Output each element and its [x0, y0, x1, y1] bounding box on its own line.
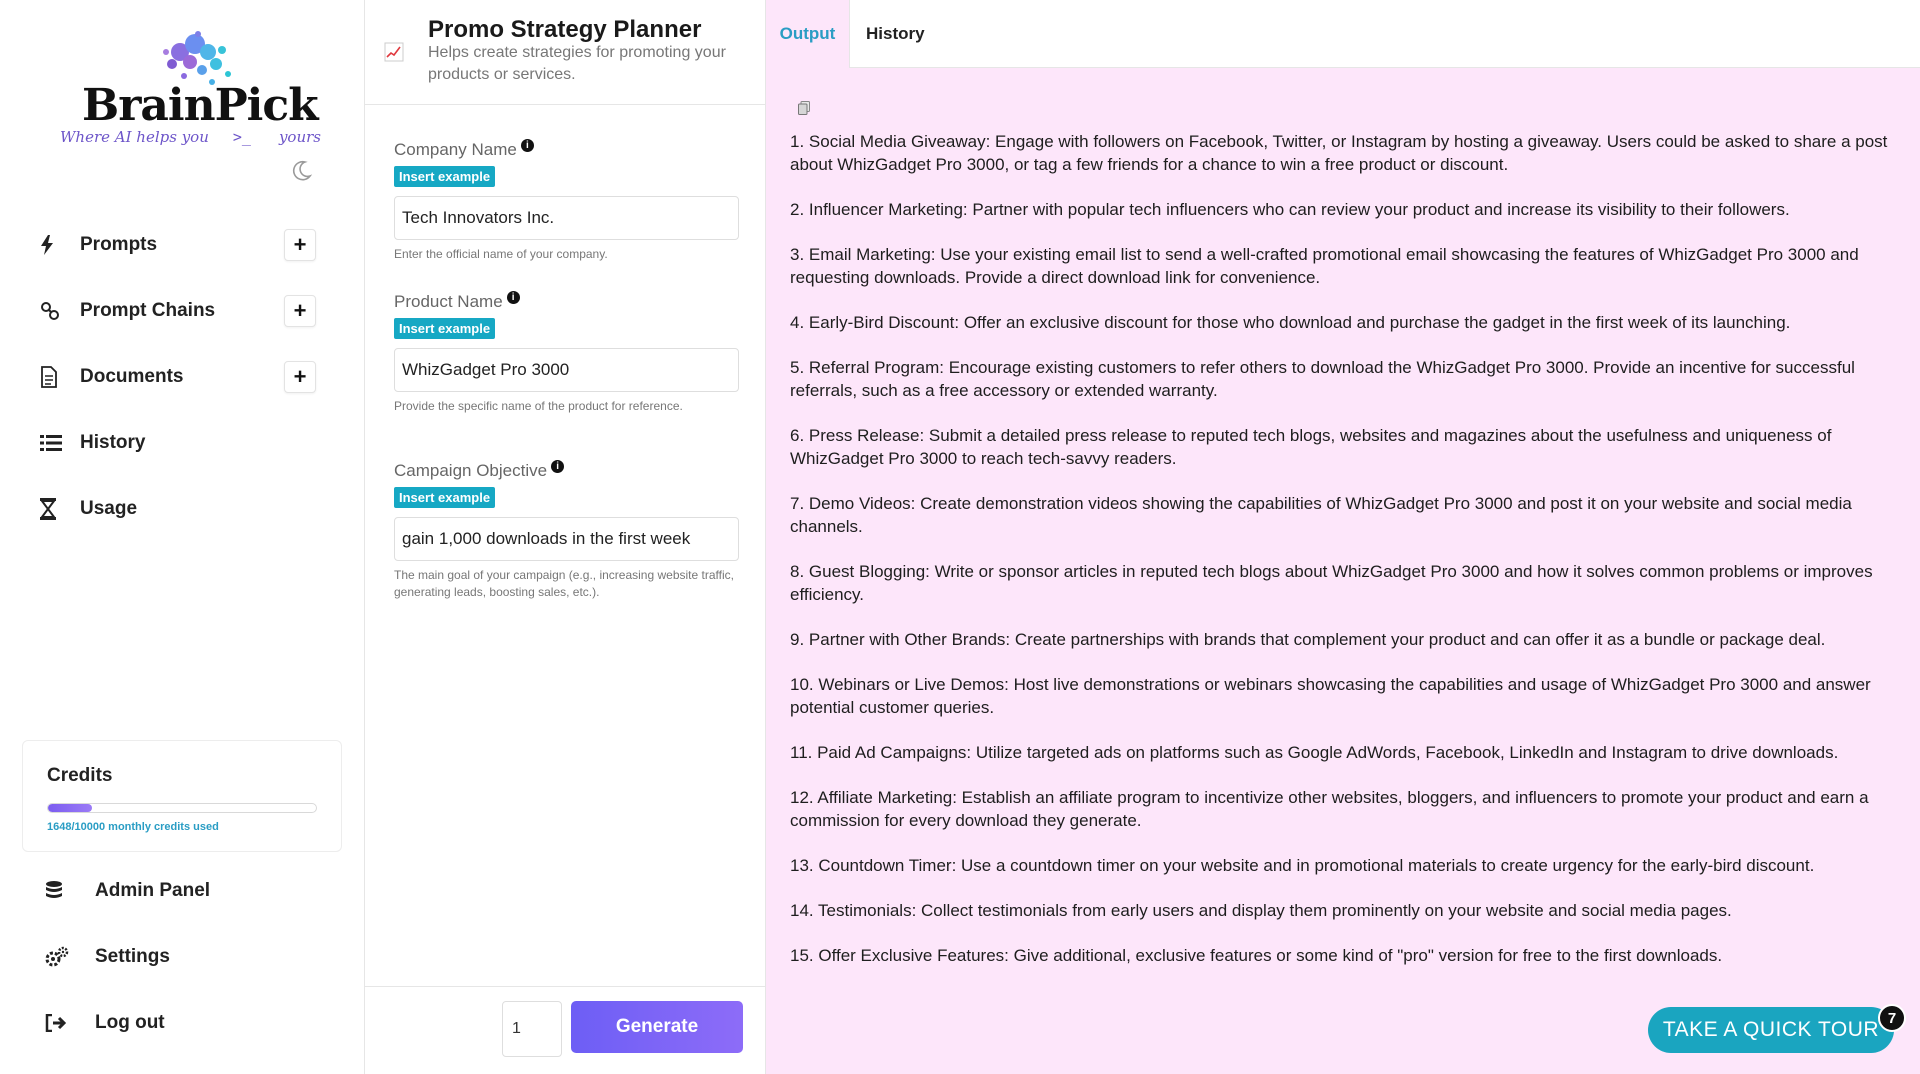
field-label: [394, 461, 739, 481]
sidebar-item-label: Admin Panel: [95, 880, 211, 901]
credits-usage-text: 1648/10000 monthly credits used: [47, 821, 219, 833]
brand-tagline: [60, 128, 321, 146]
insert-example-button[interactable]: Insert example: [394, 166, 495, 187]
output-item: 2. Influencer Marketing: Partner with popular tech influencers who can review your product and increase its visibility to their followers.: [790, 200, 1790, 219]
sidebar-item-label: Prompts: [80, 234, 158, 255]
credits-title: Credits: [47, 765, 113, 786]
page-title: Promo Strategy Planner: [428, 16, 702, 43]
gears-icon: [45, 945, 75, 969]
form-footer: [365, 986, 765, 1074]
chart-increasing-icon: [384, 42, 404, 62]
sidebar-item-prompt-chains[interactable]: [40, 278, 320, 344]
output-item: 4. Early-Bird Discount: Offer an exclusive discount for those who download and purchase the gadget in the first week of its launching.: [790, 313, 1791, 332]
sidebar-item-label: Log out: [95, 1012, 165, 1033]
sidebar-item-label: History: [80, 432, 146, 453]
credits-progress-fill: [48, 804, 92, 812]
list-icon: [40, 431, 70, 455]
tool-header: [365, 0, 765, 105]
document-icon: [40, 365, 70, 389]
company-name-field: [394, 140, 739, 263]
output-item: 13. Countdown Timer: Use a countdown timer on your website and in promotional materials to create urgency for the early-bird discount.: [790, 856, 1815, 875]
logout-icon: [45, 1011, 75, 1035]
brand-logo[interactable]: [60, 30, 321, 150]
sidebar-item-label: Usage: [80, 498, 138, 519]
generate-button[interactable]: Generate: [571, 1001, 743, 1053]
company-name-input[interactable]: Tech Innovators Inc.: [394, 196, 739, 240]
tagline-left: Where AI helps you: [60, 128, 209, 146]
company-name-label: Company Name: [394, 140, 517, 159]
insert-example-button[interactable]: Insert example: [394, 318, 495, 339]
output-item: 7. Demo Videos: Create demonstration videos showing the capabilities of WhizGadget Pro 3000 and post it on your website and social media channels.: [790, 494, 1852, 536]
campaign-objective-input[interactable]: gain 1,000 downloads in the first week: [394, 517, 739, 561]
info-icon[interactable]: i: [551, 460, 564, 473]
sidebar-item-settings[interactable]: [45, 924, 325, 990]
tool-description: Helps create strategies for promoting your products or services.: [428, 44, 726, 83]
campaign-objective-help: The main goal of your campaign (e.g., increasing website traffic, generating leads, boosting sales, etc.).: [394, 568, 734, 599]
output-item: 1. Social Media Giveaway: Engage with followers on Facebook, Twitter, or Instagram by hosting a giveaway. Users could be asked to share a post about WhizGadget Pro 3000, or tag a few friends for a chance to win a free product or discount.: [790, 132, 1888, 174]
product-name-field: [394, 292, 739, 415]
info-icon[interactable]: i: [507, 291, 520, 304]
sidebar-nav: [40, 212, 320, 542]
output-item: 6. Press Release: Submit a detailed press release to reputed tech blogs, websites and magazines about the usefulness and uniqueness of WhizGadget Pro 3000 to reach tech-savvy readers.: [790, 426, 1832, 468]
tour-badge[interactable]: 7: [1878, 1004, 1906, 1032]
output-item: 5. Referral Program: Encourage existing customers to refer others to download the WhizGadget Pro 3000. Provide an incentive for successful referrals, such as a free accessory or extended warranty.: [790, 358, 1855, 400]
bolt-icon: [40, 233, 70, 257]
output-item: 15. Offer Exclusive Features: Give additional, exclusive features or some kind of "pro" version for free to the first downloads.: [790, 946, 1723, 965]
moon-icon[interactable]: [288, 158, 314, 184]
hourglass-icon: [40, 497, 70, 521]
sidebar-item-usage[interactable]: [40, 476, 320, 542]
credits-card: [22, 740, 342, 852]
product-name-label: Product Name: [394, 292, 503, 311]
output-item: 14. Testimonials: Collect testimonials from early users and display them prominently on your website and social media pages.: [790, 901, 1732, 920]
sidebar-item-label: Documents: [80, 366, 184, 387]
database-icon: [45, 879, 75, 903]
add-document-button[interactable]: +: [284, 361, 316, 393]
output-item: 8. Guest Blogging: Write or sponsor articles in reputed tech blogs about WhizGadget Pro 3000 and how it solves common problems or improves efficiency.: [790, 562, 1873, 604]
output-item: 12. Affiliate Marketing: Establish an affiliate program to incentivize other websites, bloggers, and influencers to promote your product and earn a commission for every download they generate.: [790, 788, 1869, 830]
field-label: [394, 292, 739, 312]
sidebar-bottom-nav: [45, 858, 325, 1056]
output-item: 10. Webinars or Live Demos: Host live demonstrations or webinars showcasing the capabilities and usage of WhizGadget Pro 3000 and answer potential customer queries.: [790, 675, 1871, 717]
tagline-prompt: >_: [232, 128, 251, 146]
output-count-input[interactable]: 1: [502, 1001, 562, 1057]
output-panel: [766, 0, 1920, 1074]
output-item: 11. Paid Ad Campaigns: Utilize targeted ads on platforms such as Google AdWords, Facebook, LinkedIn and Instagram to drive downloads.: [790, 743, 1839, 762]
link-icon: [40, 299, 70, 323]
insert-example-button[interactable]: Insert example: [394, 487, 495, 508]
product-name-help: Provide the specific name of the product for reference.: [394, 399, 683, 413]
info-icon[interactable]: i: [521, 139, 534, 152]
sidebar: [0, 0, 365, 1074]
tool-form-panel: [365, 0, 766, 1074]
sidebar-item-log-out[interactable]: [45, 990, 325, 1056]
sidebar-item-documents[interactable]: [40, 344, 320, 410]
company-name-help: Enter the official name of your company.: [394, 247, 608, 261]
brand-name: BrainPick: [82, 80, 318, 131]
quick-tour-button[interactable]: TAKE A QUICK TOUR: [1648, 1007, 1894, 1053]
output-tabs: [766, 0, 1920, 68]
field-label: [394, 140, 739, 160]
credits-progress-bar: [47, 803, 317, 813]
sidebar-item-label: Prompt Chains: [80, 300, 216, 321]
campaign-objective-field: [394, 461, 739, 601]
campaign-objective-label: Campaign Objective: [394, 461, 548, 480]
output-item: 9. Partner with Other Brands: Create partnerships with brands that complement your product and can offer it as a bundle or package deal.: [790, 630, 1826, 649]
tab-output[interactable]: Output: [766, 0, 850, 68]
copy-icon[interactable]: [798, 101, 810, 115]
tagline-right: yours: [278, 128, 321, 146]
output-item: 3. Email Marketing: Use your existing email list to send a well-crafted promotional email showcasing the features of WhizGadget Pro 3000 and requesting downloads. Provide a direct download link for convenience.: [790, 245, 1859, 287]
add-prompt-button[interactable]: +: [284, 229, 316, 261]
product-name-input[interactable]: WhizGadget Pro 3000: [394, 348, 739, 392]
sidebar-item-label: Settings: [95, 946, 170, 967]
output-list: [790, 130, 1906, 989]
tab-history[interactable]: History: [866, 24, 925, 43]
add-prompt-chain-button[interactable]: +: [284, 295, 316, 327]
sidebar-item-admin-panel[interactable]: [45, 858, 325, 924]
sidebar-item-prompts[interactable]: [40, 212, 320, 278]
sidebar-item-history[interactable]: [40, 410, 320, 476]
